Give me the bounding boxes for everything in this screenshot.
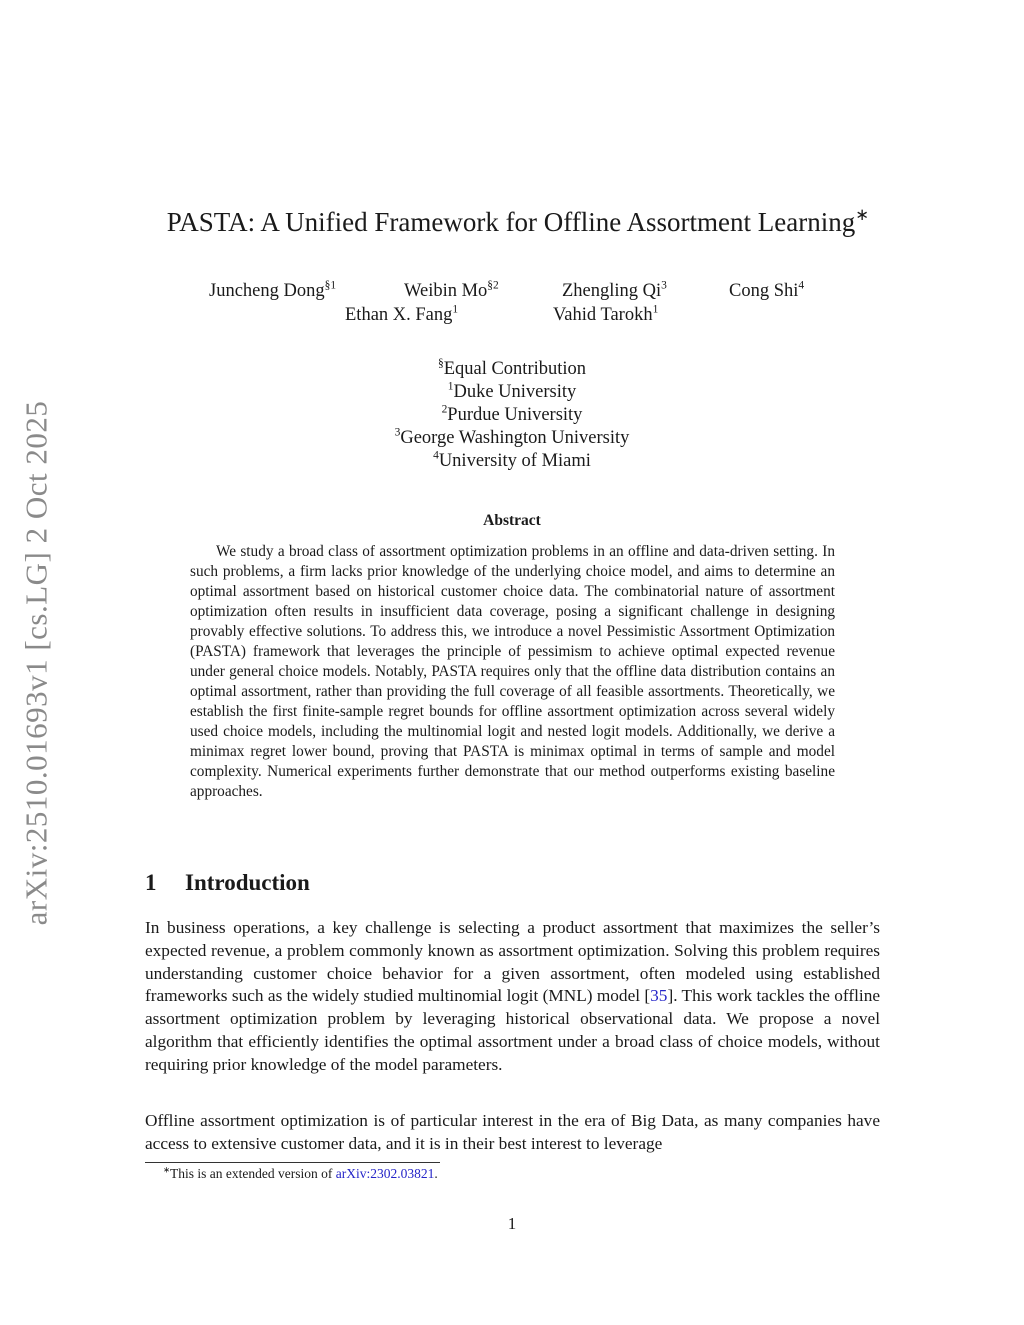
abstract-body: We study a broad class of assortment optimization problems in an offline and data-driven setting. In such problems, a firm lacks prior knowledge of the underlying choice model, and aims to determine an optimal assortment based on historical customer choice data. The combinatorial nature of assortment optimization often results in insufficient data coverage, posing a significant challenge in designing provably effective solutions. To address this, we introduce a novel Pessimistic Assortment Optimization (PASTA) framework that leverages the principle of pessimism to achieve optimal expected revenue under general choice models. Notably, PASTA requires only that the offline data distribution contains an optimal assortment, rather than providing the full coverage of all feasible assortments. Theoretically, we establish the first finite-sample regret bounds for offline assortment optimization across several widely used choice models, including the multinomial logit and nested logit models. Additionally, we derive a minimax regret lower bound, proving that PASTA is minimax optimal in terms of sample and model complexity. Numerical experiments further demonstrate that our method outperforms existing baseline approaches. [190, 543, 835, 800]
footnote-rule [145, 1162, 440, 1163]
affiliation: $^3$George Washington University [394, 426, 630, 448]
footnote: ∗This is an extended version of arXiv:2302.03821. [163, 1165, 438, 1181]
abstract-heading: Abstract [483, 512, 541, 529]
arxiv-id: arXiv:2510.01693v1 [cs.LG] 2 Oct 2025 [18, 400, 53, 925]
title-footnote-mark: ∗ [855, 205, 870, 225]
author: Weibin Mo$^{\S 2}$ [404, 279, 499, 301]
section-number: 1 [145, 870, 157, 895]
author: Juncheng Dong$^{\S 1}$ [209, 279, 337, 301]
arxiv-sidebar-stamp [14, 380, 58, 945]
affiliation: $^4$University of Miami [433, 449, 591, 471]
page-number: 1 [507, 1214, 517, 1233]
intro-paragraph-2: Offline assortment optimization is of particular interest in the era of Big Data, as many companies have access to extensive customer data, and it is in their best interest to leverage [145, 1111, 880, 1153]
arxiv-link[interactable]: arXiv:2302.03821 [335, 1166, 435, 1181]
affiliation: $^1$Duke University [447, 380, 577, 402]
section-heading [145, 870, 310, 896]
section-title: Introduction [185, 870, 310, 895]
paper-title [140, 207, 896, 238]
title-text: PASTA: A Unified Framework for Offline Assortment Learning [166, 207, 856, 237]
author: Cong Shi$^4$ [729, 279, 805, 301]
citation-link[interactable]: 35 [650, 986, 668, 1006]
author: Zhengling Qi$^3$ [562, 279, 667, 301]
author: Vahid Tarokh$^1$ [553, 303, 659, 325]
affiliation: $^2$Purdue University [441, 403, 583, 425]
affiliation: §Equal Contribution [437, 357, 587, 379]
author: Ethan X. Fang$^1$ [345, 303, 459, 325]
intro-paragraph-1: In business operations, a key challenge is selecting a product assortment that maximizes the seller’s expected revenue, a problem commonly known as assortment optimization. Solving this problem requires understanding customer choice behavior for a given assortment, often modeled using established frameworks such as the widely studied multinomial logit (MNL) model [35]. This work tackles the offline assortment optimization problem by leveraging historical observational data. We propose a novel algorithm that efficiently identifies the optimal assortment under a broad class of choice models, without requiring prior knowledge of the model parameters. [145, 918, 881, 1074]
